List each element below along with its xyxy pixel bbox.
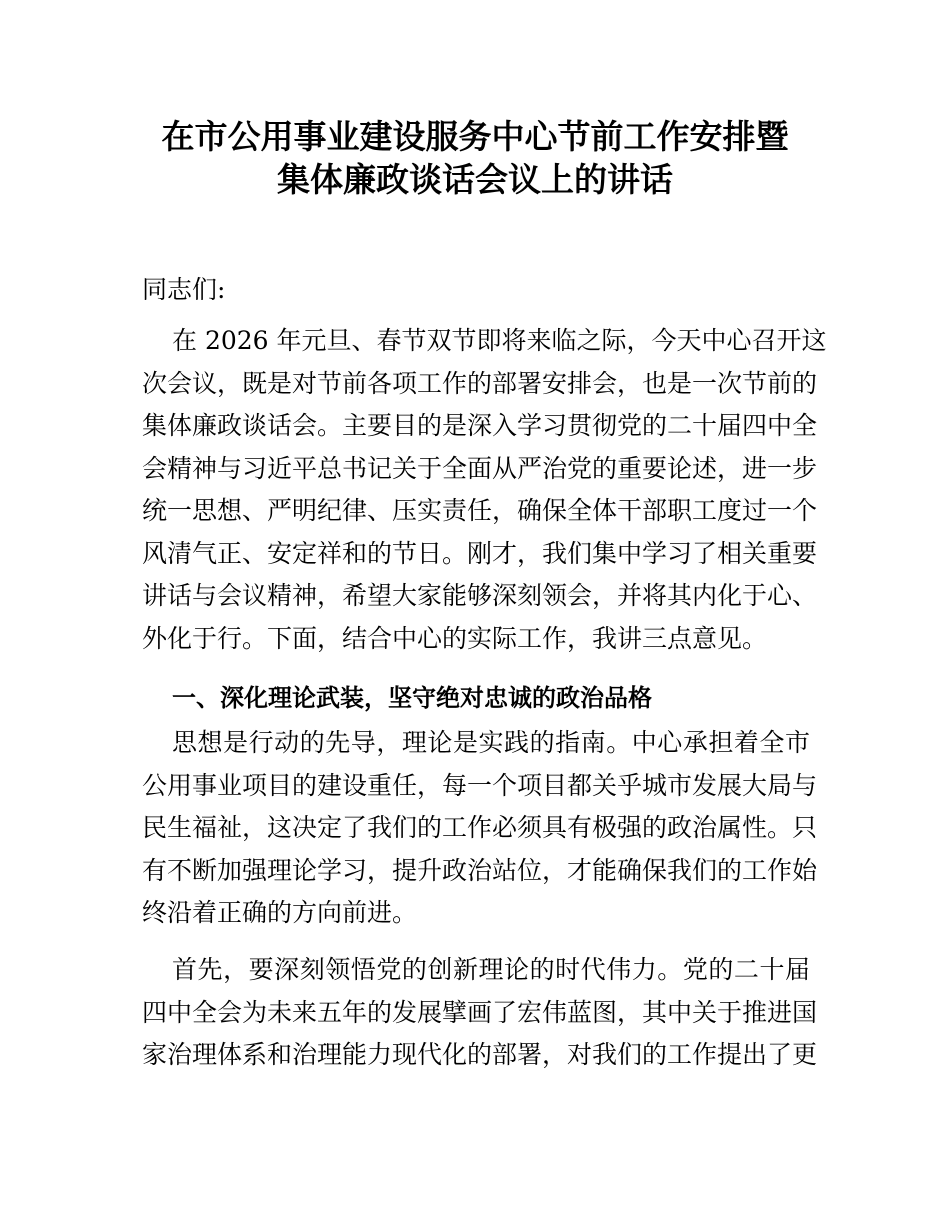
text-line: 四中全会为未来五年的发展擘画了宏伟蓝图，其中关于推进国 <box>142 997 818 1027</box>
text-line: 讲话与会议精神，希望大家能够深刻领会，并将其内化于心、 <box>142 581 818 610</box>
text-line: 集体廉政谈话会。主要目的是深入学习贯彻党的二十届四中全 <box>142 411 818 440</box>
text-line: 次会议，既是对节前各项工作的部署安排会，也是一次节前的 <box>142 368 818 398</box>
text-line: 风清气正、安定祥和的节日。刚才，我们集中学习了相关重要 <box>142 538 818 568</box>
text-line: 统一思想、严明纪律、压实责任，确保全体干部职工度过一个 <box>142 496 818 525</box>
text-line: 有不断加强理论学习，提升政治站位，才能确保我们的工作始 <box>142 855 818 885</box>
section-heading-1: 一、深化理论武装，坚守绝对忠诚的政治品格 <box>172 684 652 712</box>
salutation: 同志们: <box>142 275 226 304</box>
text-line: 会精神与习近平总书记关于全面从严治党的重要论述，进一步 <box>142 453 818 483</box>
text-line: 首先，要深刻领悟党的创新理论的时代伟力。党的二十届 <box>172 955 810 984</box>
text-line: 民生福祉，这决定了我们的工作必须具有极强的政治属性。只 <box>142 813 818 842</box>
text-line: 终沿着正确的方向前进。 <box>142 898 418 927</box>
text-line: 在 2026 年元旦、春节双节即将来临之际，今天中心召开这 <box>172 326 827 355</box>
text-line: 思想是行动的先导，理论是实践的指南。中心承担着全市 <box>172 728 810 757</box>
title-line: 在市公用事业建设服务中心节前工作安排暨 <box>161 117 789 156</box>
text-line: 外化于行。下面，结合中心的实际工作，我讲三点意见。 <box>142 623 768 653</box>
document-title <box>0 115 950 201</box>
text-line: 家治理体系和治理能力现代化的部署，对我们的工作提出了更 <box>142 1040 818 1069</box>
text-line: 公用事业项目的建设重任，每一个项目都关乎城市发展大局与 <box>142 770 818 800</box>
title-line: 集体廉政谈话会议上的讲话 <box>277 160 673 199</box>
